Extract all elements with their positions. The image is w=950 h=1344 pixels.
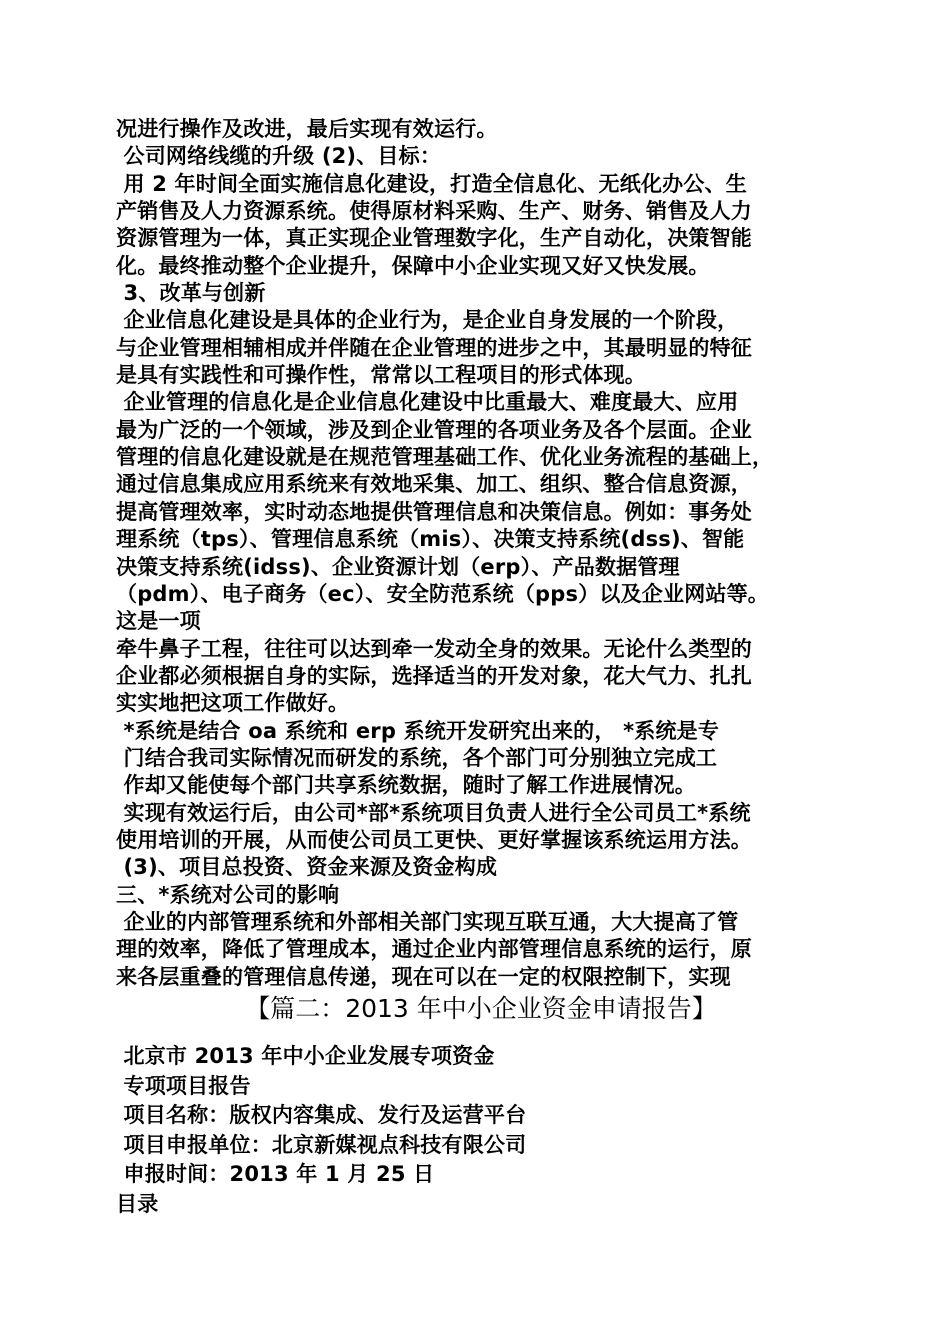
text-line: 与企业管理相辅相成并伴随在企业管理的进步之中，其最明显的特征 bbox=[116, 335, 752, 360]
text-line: 决策支持系统(idss)、企业资源计划（erp）、产品数据管理 bbox=[116, 554, 680, 579]
text-line: 实实地把这项工作做好。 bbox=[116, 691, 350, 716]
text-line: 提高管理效率，实时动态地提供管理信息和决策信息。例如：事务处 bbox=[116, 499, 752, 524]
text-line: 资源管理为一体，真正实现企业管理数字化，生产自动化，决策智能 bbox=[116, 226, 752, 251]
text-line: 理系统（tps）、管理信息系统（mis）、决策支持系统(dss)、智能 bbox=[116, 527, 745, 552]
document-page bbox=[116, 116, 846, 1219]
text-line: 产销售及人力资源系统。使得原材料采购、生产、财务、销售及人力 bbox=[116, 199, 752, 224]
text-line: 门结合我司实际情况而研发的系统，各个部门可分别独立完成工 bbox=[116, 745, 718, 770]
text-line: 管理的信息化建设就是在规范管理基础工作、优化业务流程的基础上， bbox=[116, 445, 774, 470]
text-line: 企业的内部管理系统和外部相关部门实现互联互通，大大提高了管 bbox=[116, 909, 739, 934]
text-line: 是具有实践性和可操作性，常常以工程项目的形式体现。 bbox=[116, 363, 646, 388]
text-line: 况进行操作及改进，最后实现有效运行。 bbox=[116, 117, 498, 141]
text-line: 最为广泛的一个领域，涉及到企业管理的各项业务及各个层面。企业 bbox=[116, 417, 752, 442]
text-line: 公司网络线缆的升级 (2)、目标： bbox=[116, 144, 442, 169]
text-line: 来各层重叠的管理信息传递，现在可以在一定的权限控制下，实现 bbox=[116, 964, 731, 989]
text-line: （pdm）、电子商务（ec）、安全防范系统（pps）以及企业网站等。 bbox=[116, 581, 769, 606]
text-line: 项目名称：版权内容集成、发行及运营平台 bbox=[116, 1103, 527, 1127]
report-cover-block bbox=[116, 1042, 846, 1219]
text-line: 目录 bbox=[116, 1191, 159, 1216]
text-line: 北京市 2013 年中小企业发展专项资金 bbox=[116, 1044, 495, 1068]
text-line: 通过信息集成应用系统来有效地采集、加工、组织、整合信息资源， bbox=[116, 472, 752, 497]
text-line: 化。最终推动整个企业提升，保障中小企业实现又好又快发展。 bbox=[116, 253, 710, 278]
section-heading: 【篇二：2013 年中小企业资金申请报告】 bbox=[245, 994, 717, 1023]
text-line: 企业管理的信息化是企业信息化建设中比重最大、难度最大、应用 bbox=[116, 390, 739, 415]
text-line: 使用培训的开展，从而使公司员工更快、更好掌握该系统运用方法。 bbox=[116, 827, 752, 852]
text-line: 作却又能使每个部门共享系统数据，随时了解工作进展情况。 bbox=[116, 773, 696, 798]
text-line: 实现有效运行后，由公司*部*系统项目负责人进行全公司员工*系统 bbox=[116, 800, 751, 825]
text-line: 这是一项 bbox=[116, 609, 201, 634]
text-line: (3)、项目总投资、资金来源及资金构成 bbox=[116, 855, 498, 880]
text-line: 项目申报单位：北京新媒视点科技有限公司 bbox=[116, 1132, 527, 1157]
text-line: 牵牛鼻子工程，往往可以达到牵一发动全身的效果。无论什么类型的 bbox=[116, 636, 752, 661]
text-line: 申报时间：2013 年 1 月 25 日 bbox=[116, 1162, 435, 1186]
text-line: 3、改革与创新 bbox=[116, 281, 266, 306]
text-line: 三、*系统对公司的影响 bbox=[116, 882, 340, 907]
text-line: 企业信息化建设是具体的企业行为，是企业自身发展的一个阶段， bbox=[116, 308, 739, 333]
text-line: 专项项目报告 bbox=[116, 1073, 251, 1098]
text-line: 企业都必须根据自身的实际，选择适当的开发对象，花大气力、扎扎 bbox=[116, 663, 752, 688]
text-line: *系统是结合 oa 系统和 erp 系统开发研究出来的， *系统是专 bbox=[116, 718, 720, 743]
text-line: 理的效率，降低了管理成本，通过企业内部管理信息系统的运行，原 bbox=[116, 937, 752, 962]
spacer bbox=[116, 1026, 846, 1042]
body-text-section-1 bbox=[116, 116, 846, 991]
text-line: 用 2 年时间全面实施信息化建设，打造全信息化、无纸化办公、生 bbox=[116, 171, 747, 196]
